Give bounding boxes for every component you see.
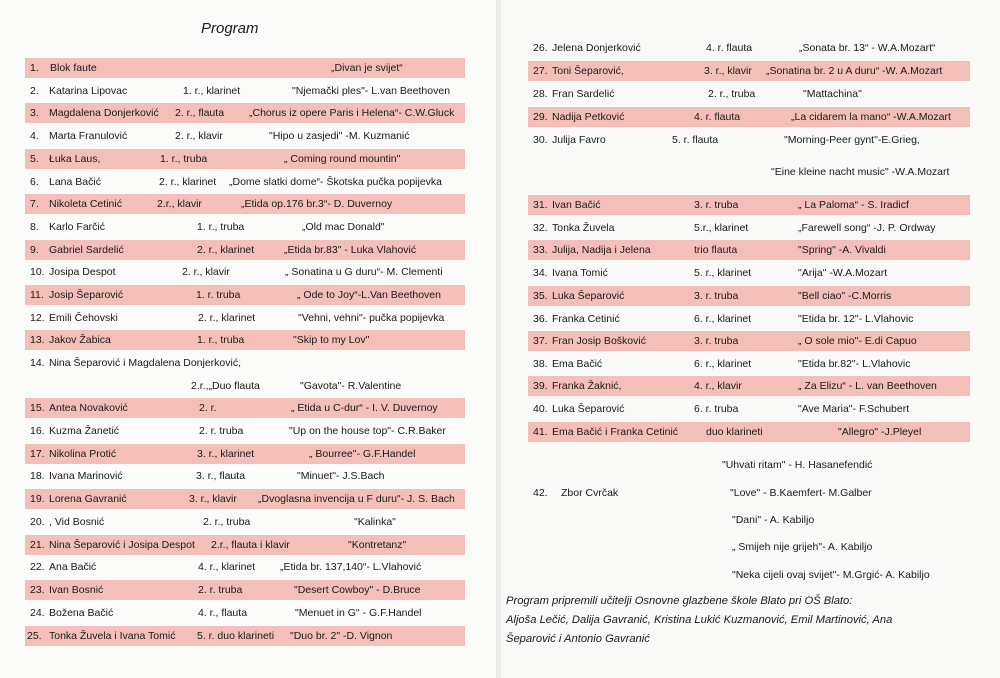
program-row (25, 172, 465, 192)
program-row (528, 240, 970, 260)
piece-title: "Desert Cowboy" - D.Bruce (294, 584, 421, 596)
grade-instrument: 2. r., klavir (182, 266, 230, 278)
program-row (528, 399, 970, 419)
item-number: 3. (30, 107, 39, 119)
item-number: 1. (30, 62, 39, 74)
item-number: 13. (30, 334, 45, 346)
performer-name: Luka Šeparović (552, 290, 625, 302)
performer-name: Nina Šeparović i Magdalena Donjerković, (49, 357, 242, 369)
item-number: 11. (30, 289, 44, 301)
program-row (25, 330, 465, 350)
choir-name: Zbor Cvrčak (561, 487, 619, 499)
performer-name: Tonka Žuvela (552, 222, 615, 234)
program-row (25, 398, 465, 418)
item-number: 39. (533, 380, 548, 392)
performer-name: Katarina Lipovac (49, 85, 128, 97)
program-row (25, 376, 465, 396)
piece-title: „Etida op.176 br.3“- D. Duvernoy (241, 198, 393, 210)
piece-title: „Sonata br. 13“ - W.A.Mozart“ (799, 42, 936, 54)
piece-title: "Hipo u zasjedi" -M. Kuzmanić (269, 130, 410, 142)
item-number: 36. (533, 313, 548, 325)
piece-title: "Allegro" -J.Pleyel (838, 426, 922, 438)
grade-instrument: 2. r., klarinet (198, 312, 256, 324)
performer-name: Julija, Nadija i Jelena (552, 244, 651, 256)
grade-instrument: 2. r., klarinet (159, 176, 217, 188)
performer-name: Jelena Donjerković (552, 42, 641, 54)
item-number: 23. (30, 584, 45, 596)
item-number: 37. (533, 335, 548, 347)
piece-title: "Morning-Peer gynt"-E.Grieg, (784, 134, 920, 146)
grade-instrument: 6. r., klarinet (694, 313, 752, 325)
credits-line: Program pripremili učitelji Osnovne glazbene škole Blato pri OŠ Blato: (506, 595, 853, 607)
piece-title: „ Sonatina u G duru“- M. Clementi (285, 266, 443, 278)
program-row (528, 218, 970, 238)
piece-title: "Etida br. 12"- L.Vlahovic (798, 313, 914, 325)
program-row (25, 194, 465, 214)
grade-instrument: 2. r. (199, 402, 217, 414)
program-title: Program (201, 20, 259, 37)
program-row (528, 84, 970, 104)
item-number: 34. (533, 267, 548, 279)
item-number: 4. (30, 130, 39, 142)
item-number: 38. (533, 358, 548, 370)
grade-instrument: 2. r., truba (708, 88, 756, 100)
piece-title: "Ave Maria"- F.Schubert (798, 403, 910, 415)
item-number: 29. (533, 111, 548, 123)
grade-instrument: 6. r. truba (694, 403, 739, 415)
item-number: 16. (30, 425, 45, 437)
program-row (25, 626, 465, 646)
choir-piece: "Love" - B.Kaemfert- M.Galber (730, 487, 872, 499)
program-row (528, 107, 970, 127)
choir-number: 42. (533, 487, 548, 499)
item-number: 24. (30, 607, 45, 619)
piece-title: „ Bourree"- G.F.Handel (309, 448, 416, 460)
performer-name: Nikoleta Cetinić (49, 198, 122, 210)
program-row (528, 130, 970, 150)
program-row (528, 286, 970, 306)
grade-instrument: 2. r., klavir (175, 130, 223, 142)
grade-instrument: 5. r. duo klarineti (197, 630, 275, 642)
grade-instrument: 4. r., klarinet (198, 561, 256, 573)
grade-instrument: 5. r. flauta (672, 134, 719, 146)
performer-name: Franka Cetinić (552, 313, 620, 325)
piece-title: „Dome slatki dome“- Škotska pučka popijevka (229, 176, 443, 188)
performer-name: Julija Favro (552, 134, 606, 146)
grade-instrument: 2.r.,„Duo flauta (191, 380, 260, 392)
performer-name: Nina Šeparović i Josipa Despot (49, 539, 195, 551)
grade-instrument: duo klarineti (706, 426, 763, 438)
performer-name: Fran Josip Bošković (552, 335, 646, 347)
grade-instrument: 2. r. truba (199, 425, 244, 437)
item-number: 10. (30, 266, 45, 278)
grade-instrument: 1. r., truba (197, 221, 245, 233)
grade-instrument: 2. r., klarinet (197, 244, 255, 256)
item-number: 40. (533, 403, 548, 415)
grade-instrument: trio flauta (694, 244, 738, 256)
piece-title: "Kalinka" (354, 516, 396, 528)
item-number: 15. (30, 402, 45, 414)
program-row (25, 262, 465, 282)
program-row (528, 38, 970, 58)
performer-name: Marta Franulović (49, 130, 128, 142)
performer-name: Josipa Despot (49, 266, 116, 278)
performer-name: Ana Bačić (49, 561, 97, 573)
grade-instrument: 3. r. truba (694, 335, 739, 347)
row-30-extra-piece: "Eine kleine nacht music" -W.A.Mozart (771, 166, 950, 178)
grade-instrument: 3. r., klavir (704, 65, 752, 77)
performer-name: Kuzma Žanetić (49, 425, 120, 437)
piece-title: „Sonatina br. 2 u A duru“ -W. A.Mozart (766, 65, 943, 77)
program-row (528, 422, 970, 442)
piece-title: „ Za Elizu“ - L. van Beethoven (798, 380, 937, 392)
performer-name: Łuka Laus, (49, 153, 101, 165)
performer-name: Nikolina Protić (49, 448, 117, 460)
program-row (25, 489, 465, 509)
page-fold (496, 0, 501, 678)
credits-line: Aljoša Lečić, Dalija Gavranić, Kristina Lukić Kuzmanović, Emil Martinović, Ana (506, 614, 893, 626)
grade-instrument: 5. r., klarinet (694, 267, 752, 279)
program-row (528, 61, 970, 81)
piece-title: "Up on the house top"- C.R.Baker (289, 425, 446, 437)
performer-name: Ema Bačić i Franka Cetinić (552, 426, 679, 438)
performer-name: Lorena Gavranić (49, 493, 127, 505)
program-row (528, 195, 970, 215)
credits-line: Šeparović i Antonio Gavranić (506, 633, 650, 645)
program-row (25, 444, 465, 464)
piece-title: „ Etida u C-dur“ - I. V. Duvernoy (291, 402, 438, 414)
program-row (528, 376, 970, 396)
performer-name: Magdalena Donjerković (49, 107, 159, 119)
item-number: 27. (533, 65, 548, 77)
grade-instrument: 4. r., klavir (694, 380, 742, 392)
performer-name: Fran Sardelić (552, 88, 615, 100)
performer-name: Emili Čehovski (49, 312, 118, 324)
item-number: 30. (533, 134, 548, 146)
item-number: 2. (30, 85, 39, 97)
item-number: 9. (30, 244, 39, 256)
piece-title: "Minuet"- J.S.Bach (297, 470, 385, 482)
item-number: 8. (30, 221, 39, 233)
program-row (528, 263, 970, 283)
piece-title: „ La Paloma“ - S. Iradicf (798, 199, 909, 211)
item-number: 32. (533, 222, 548, 234)
grade-instrument: 3. r. truba (694, 199, 739, 211)
grade-instrument: 3. r., klarinet (197, 448, 255, 460)
program-row (528, 331, 970, 351)
program-row (25, 353, 465, 373)
performer-name: Ivana Tomić (552, 267, 608, 279)
item-number: 5. (30, 153, 39, 165)
piece-title: "Etida br.82"- L.Vlahovic (798, 358, 911, 370)
item-number: 17. (30, 448, 45, 460)
performer-name: Ivan Bačić (552, 199, 601, 211)
performer-name: Blok faute (50, 62, 97, 74)
piece-title: „Chorus iz opere Paris i Helena“- C.W.Gluck (249, 107, 455, 119)
grade-instrument: 2. r., flauta (175, 107, 225, 119)
performer-name: Božena Bačić (49, 607, 114, 619)
piece-title: „Divan je svijet“ (331, 62, 403, 74)
performer-name: , Vid Bosnić (49, 516, 105, 528)
piece-title: „Etida br.83" - Luka Vlahović (284, 244, 417, 256)
piece-title: "Duo br. 2" -D. Vignon (290, 630, 393, 642)
piece-title: "Mattachina" (803, 88, 862, 100)
performer-name: Gabriel Sardelić (49, 244, 124, 256)
item-number: 26. (533, 42, 548, 54)
performer-name: Ivana Marinović (49, 470, 123, 482)
piece-title: "Menuet in G" - G.F.Handel (295, 607, 422, 619)
piece-title: „Old mac Donald" (302, 221, 385, 233)
grade-instrument: 4. r. flauta (706, 42, 753, 54)
grade-instrument: 3. r., flauta (196, 470, 246, 482)
grade-instrument: 5.r., klarinet (694, 222, 749, 234)
grade-instrument: 1. r. truba (196, 289, 241, 301)
performer-name: Antea Novaković (49, 402, 128, 414)
program-row (25, 58, 465, 78)
choir-piece: "Uhvati ritam" - H. Hasanefendić (722, 459, 873, 471)
choir-piece: „ Smijeh nije grijeh"- A. Kabiljo (732, 541, 873, 553)
performer-name: Jakov Žabica (49, 334, 111, 346)
item-number: 18. (30, 470, 45, 482)
grade-instrument: 3. r., klavir (189, 493, 237, 505)
item-number: 6. (30, 176, 39, 188)
grade-instrument: 1. r., klarinet (183, 85, 241, 97)
program-row (25, 466, 465, 486)
grade-instrument: 4. r. flauta (694, 111, 741, 123)
piece-title: "Bell ciao" -C.Morris (798, 290, 892, 302)
item-number: 28. (533, 88, 548, 100)
program-row (25, 535, 465, 555)
item-number: 41. (533, 426, 548, 438)
grade-instrument: 2. r. truba (198, 584, 243, 596)
program-row (25, 308, 465, 328)
piece-title: „La cidarem la mano“ -W.A.Mozart (791, 111, 951, 123)
piece-title: „Etida br. 137,140“- L.Vlahović (280, 561, 422, 573)
program-row (25, 512, 465, 532)
performer-name: Nadija Petković (552, 111, 625, 123)
piece-title: "Arija" -W.A.Mozart (798, 267, 888, 279)
item-number: 14. (30, 357, 45, 369)
grade-instrument: 2.r., flauta i klavir (211, 539, 290, 551)
grade-instrument: 4. r., flauta (198, 607, 248, 619)
performer-name: Luka Šeparović (552, 403, 625, 415)
program-row (528, 309, 970, 329)
program-row (25, 103, 465, 123)
grade-instrument: 1. r., truba (160, 153, 208, 165)
piece-title: „ Ode to Joy“-L.Van Beethoven (297, 289, 441, 301)
item-number: 31. (533, 199, 548, 211)
performer-name: Josip Šeparović (49, 289, 124, 301)
piece-title: "Skip to my Lov" (293, 334, 370, 346)
program-row (25, 149, 465, 169)
program-row (528, 354, 970, 374)
performer-name: Franka Žaknić, (552, 380, 622, 392)
item-number: 33. (533, 244, 548, 256)
item-number: 25. (27, 630, 42, 642)
program-row (25, 557, 465, 577)
choir-piece: "Dani" - A. Kabiljo (732, 514, 815, 526)
program-row (25, 421, 465, 441)
program-row (25, 81, 465, 101)
performer-name: Ema Bačić (552, 358, 603, 370)
performer-name: Tonka Žuvela i Ivana Tomić (49, 630, 176, 642)
performer-name: Karlo Farčić (49, 221, 106, 233)
piece-title: "Kontretanz" (348, 539, 407, 551)
program-row (25, 580, 465, 600)
grade-instrument: 3. r. truba (694, 290, 739, 302)
piece-title: „Dvoglasna invencija u F duru"- J. S. Bach (258, 493, 455, 505)
grade-instrument: 6. r., klarinet (694, 358, 752, 370)
program-row (25, 126, 465, 146)
grade-instrument: 2.r., klavir (157, 198, 202, 210)
performer-name: Ivan Bosnić (49, 584, 104, 596)
item-number: 19. (30, 493, 45, 505)
item-number: 7. (30, 198, 39, 210)
item-number: 35. (533, 290, 548, 302)
piece-title: "Njemački ples"- L.van Beethoven (292, 85, 451, 97)
choir-piece: "Neka cijeli ovaj svijet"- M.Grgić- A. Kabiljo (732, 569, 930, 581)
piece-title: "Gavota"- R.Valentine (300, 380, 402, 392)
piece-title: „Farewell song“ -J. P. Ordway (798, 222, 936, 234)
program-row (25, 240, 465, 260)
piece-title: „ Coming round mountin" (284, 153, 401, 165)
performer-name: Lana Bačić (49, 176, 101, 188)
program-row (25, 217, 465, 237)
item-number: 21. (30, 539, 45, 551)
program-row (25, 285, 465, 305)
piece-title: „ O sole mio"- E.di Capuo (798, 335, 917, 347)
piece-title: "Spring" -A. Vivaldi (798, 244, 886, 256)
item-number: 12. (30, 312, 45, 324)
grade-instrument: 1. r., truba (197, 334, 245, 346)
grade-instrument: 2. r., truba (203, 516, 251, 528)
item-number: 22. (30, 561, 45, 573)
program-row (25, 603, 465, 623)
performer-name: Toni Šeparović, (552, 65, 624, 77)
piece-title: "Vehni, vehni"- pučka popijevka (298, 312, 445, 324)
item-number: 20. (30, 516, 45, 528)
